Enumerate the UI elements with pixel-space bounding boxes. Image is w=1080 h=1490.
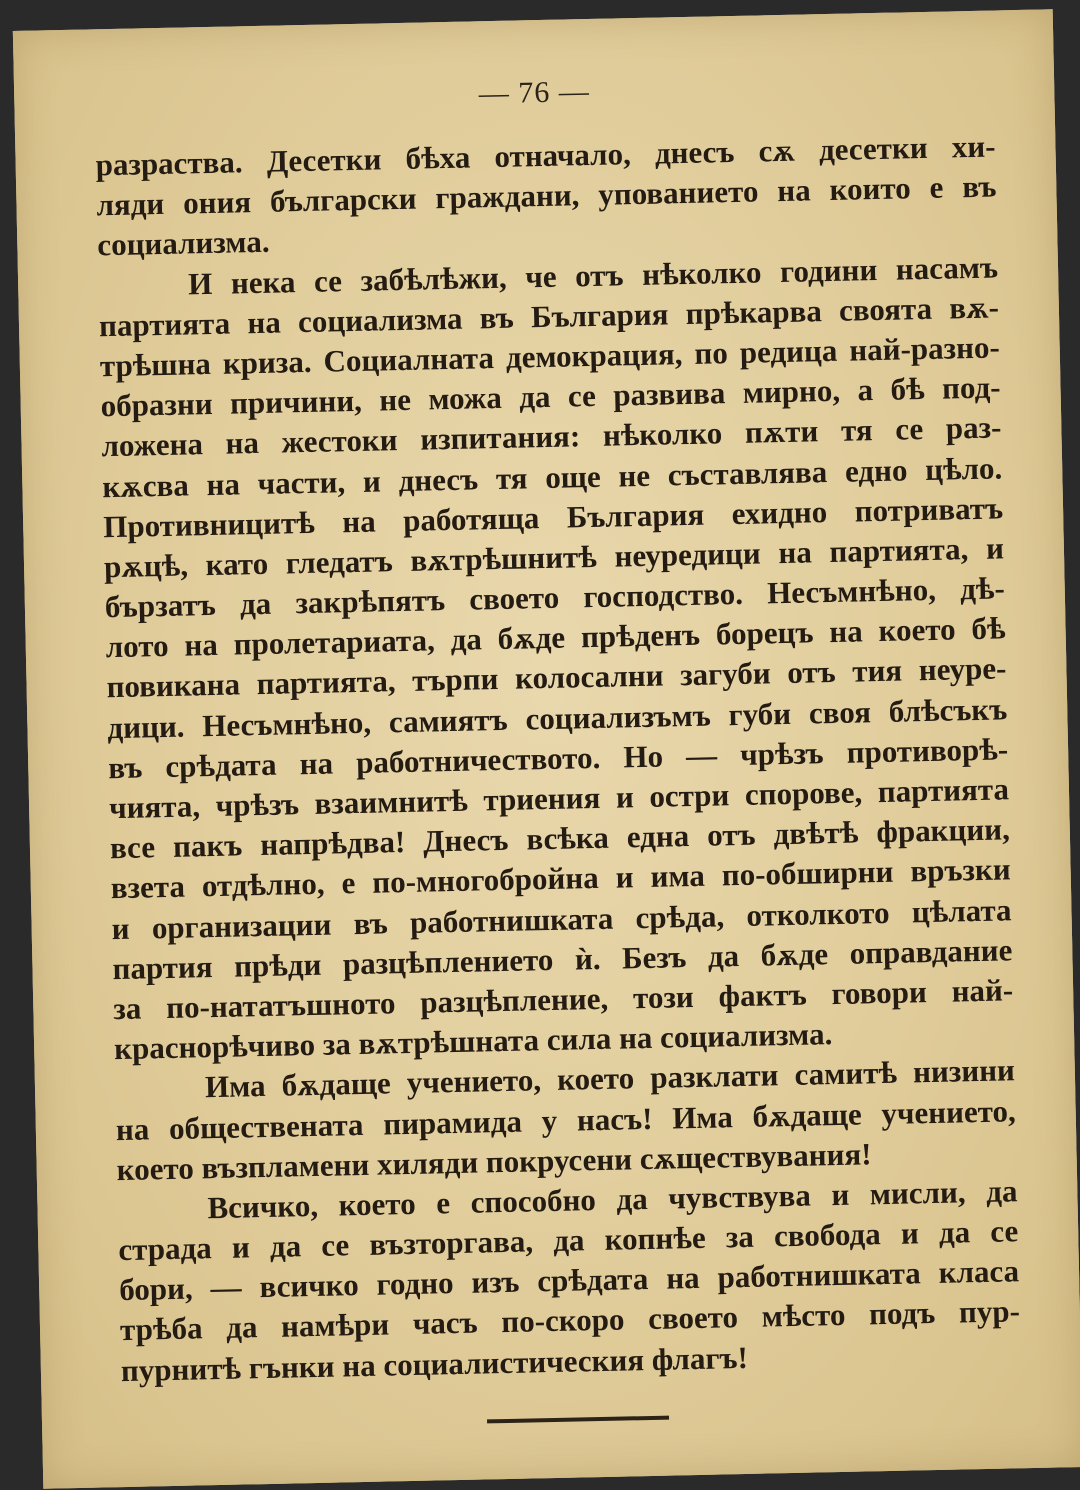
text-line: партия прѣди разцѣплението ѝ. Безъ да бѫде оправдание xyxy=(112,932,1013,986)
text-line: И нека се забѣлѣжи, че отъ нѣколко години насамъ xyxy=(187,249,999,301)
text-line: взета отдѣлно, е по-многобройна и има по-обширни връзки xyxy=(110,851,1011,906)
text-line: образни причини, не можа да се развива мирно, а бѣ под- xyxy=(100,369,1001,424)
paragraph xyxy=(98,247,1015,1069)
end-rule xyxy=(487,1416,669,1424)
text-line: ляди ония български граждани, упованието на които е въ xyxy=(96,168,997,223)
text-line: което възпламени хиляди покрусени сѫществувания! xyxy=(116,1136,872,1187)
text-line: бори, — всичко годно изъ срѣдата на работнишката класа xyxy=(118,1253,1020,1308)
text-line: за по-нататъшното разцѣпление, този фактъ говори най- xyxy=(112,972,1014,1027)
text-line: пурнитѣ гънки на социалистическия флагъ! xyxy=(120,1339,749,1388)
paragraph xyxy=(95,127,997,266)
text-line: ложена на жестоки изпитания: нѣколко пѫти тя се раз- xyxy=(101,409,1002,464)
text-line: социализма. xyxy=(96,224,270,263)
text-line: партията на социализма въ България прѣкарва своята вѫ- xyxy=(98,289,1000,344)
text-line: на обществената пирамида у насъ! Има бѫдаще учението, xyxy=(115,1092,1017,1147)
text-line: Има бѫдаще учението, което разклати самитѣ низини xyxy=(204,1052,1016,1105)
text-line: и организации въ работнишката срѣда, отколкото цѣлата xyxy=(111,891,1012,946)
text-line: чията, чрѣзъ взаимнитѣ триения и остри спорове, партията xyxy=(108,771,1010,826)
book-page xyxy=(13,9,1080,1488)
paragraph xyxy=(115,1051,1017,1190)
text-line: страда и да се възторгава, да копнѣе за свобода и да се xyxy=(118,1213,1019,1268)
text-line: лото на пролетариата, да бѫде прѣденъ борецъ на което бѣ xyxy=(105,610,1006,665)
paragraph xyxy=(117,1171,1021,1391)
text-line: трѣшна криза. Социалната демокрация, по редица най-разно- xyxy=(99,329,1001,384)
text-line: разраства. Десетки бѣха отначало, днесъ сѫ десетки хи- xyxy=(95,128,996,183)
text-line: въ срѣдата на работничеството. Но — чрѣзъ противорѣ- xyxy=(107,731,1009,786)
text-line: все пакъ напрѣдва! Днесъ всѣка една отъ двѣтѣ фракции, xyxy=(109,811,1011,866)
text-line: дици. Несъмнѣно, самиятъ социализъмъ губи своя блѣсъкъ xyxy=(107,691,1008,745)
text-line: рѫцѣ, като гледатъ вѫтрѣшнитѣ неуредици на партията, и xyxy=(103,530,1005,585)
text-line: бързатъ да закрѣпятъ своето господство. Несъмнѣно, дѣ- xyxy=(104,570,1006,625)
text-line: трѣба да намѣри часъ по-скоро своето мѣсто подъ пур- xyxy=(119,1293,1021,1348)
body-text xyxy=(95,127,1021,1391)
text-line: повикана партията, търпи колосални загуби отъ тия неуре- xyxy=(106,650,1007,705)
text-line: краснорѣчиво за вѫтрѣшната сила на социализма. xyxy=(113,1016,833,1067)
text-line: кѫсва на части, и днесъ тя още не съставлява едно цѣло. xyxy=(102,449,1003,504)
text-line: Всичко, което е способно да чувствува и мисли, да xyxy=(207,1173,1018,1226)
page-number: — 76 — xyxy=(478,74,591,111)
text-line: Противницитѣ на работяща България ехидно потриватъ xyxy=(102,490,1004,544)
